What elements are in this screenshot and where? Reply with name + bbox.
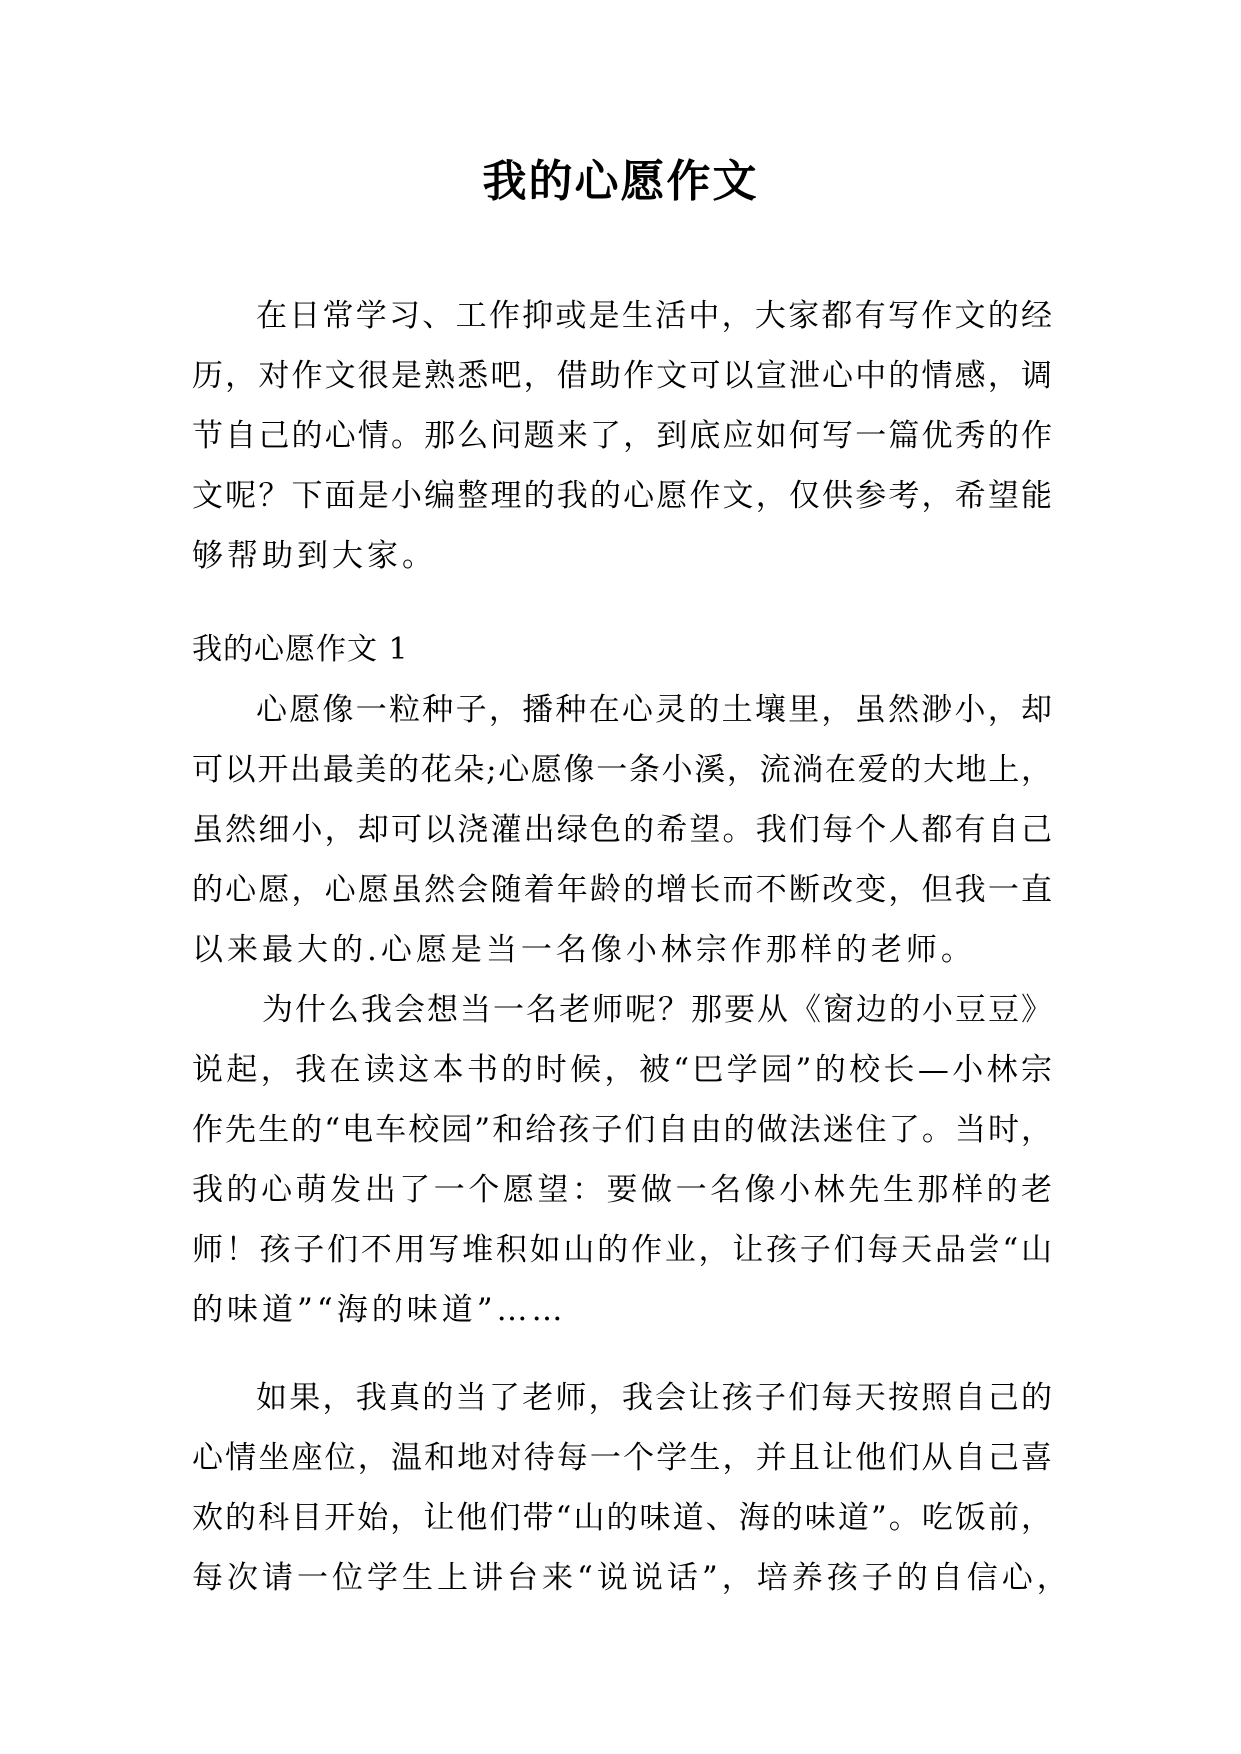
text-line: 心情坐座位，温和地对待每一个学生，并且让他们从自己喜	[192, 1440, 1052, 1476]
text-line: 我的心萌发出了一个愿望：要做一名像小林先生那样的老	[192, 1172, 1052, 1208]
text-line: 以来最大的.心愿是当一名像小林宗作那样的老师。	[192, 932, 976, 968]
paragraph-3	[192, 1368, 1072, 1608]
intro-paragraph	[192, 286, 1052, 586]
text-line: 欢的科目开始，让他们带“山的味道、海的味道”。吃饭前，	[192, 1500, 1052, 1536]
text-line: 够帮助到大家。	[192, 538, 437, 574]
text-line: 的心愿，心愿虽然会随着年龄的增长而不断改变，但我一直	[192, 872, 1052, 908]
document-body	[192, 286, 1072, 1608]
text-line: 在日常学习、工作抑或是生活中，大家都有写作文的经	[256, 298, 1052, 334]
text-line: 历，对作文很是熟悉吧，借助作文可以宣泄心中的情感，调	[192, 358, 1052, 394]
text-line: 为什么我会想当一名老师呢？那要从《窗边的小豆豆》	[262, 992, 1052, 1028]
document-title: 我的心愿作文	[482, 156, 759, 207]
text-line: 文呢？下面是小编整理的我的心愿作文，仅供参考，希望能	[192, 478, 1052, 514]
text-line: 可以开出最美的花朵;心愿像一条小溪，流淌在爱的大地上，	[192, 752, 1052, 788]
paragraph-1	[192, 680, 1052, 980]
text-line: 作先生的“电车校园”和给孩子们自由的做法迷住了。当时，	[192, 1112, 1052, 1148]
text-line: 每次请一位学生上讲台来“说说话”，培养孩子的自信心，	[192, 1560, 1072, 1596]
text-line: 的味道”“海的味道”……	[192, 1292, 567, 1328]
text-line: 说起，我在读这本书的时候，被“巴学园”的校长—小林宗	[192, 1052, 1052, 1088]
text-line: 节自己的心情。那么问题来了，到底应如何写一篇优秀的作	[192, 418, 1052, 454]
text-line: 心愿像一粒种子，播种在心灵的土壤里，虽然渺小，却	[256, 692, 1052, 728]
text-line: 师！孩子们不用写堆积如山的作业，让孩子们每天品尝“山	[192, 1232, 1052, 1268]
spacer	[192, 586, 1052, 620]
text-line: 虽然细小，却可以浇灌出绿色的希望。我们每个人都有自己	[192, 812, 1052, 848]
text-line: 如果，我真的当了老师，我会让孩子们每天按照自己的	[256, 1380, 1052, 1416]
paragraph-2	[192, 980, 1052, 1340]
spacer	[192, 1340, 1052, 1368]
section-heading: 我的心愿作文 1	[192, 632, 409, 667]
